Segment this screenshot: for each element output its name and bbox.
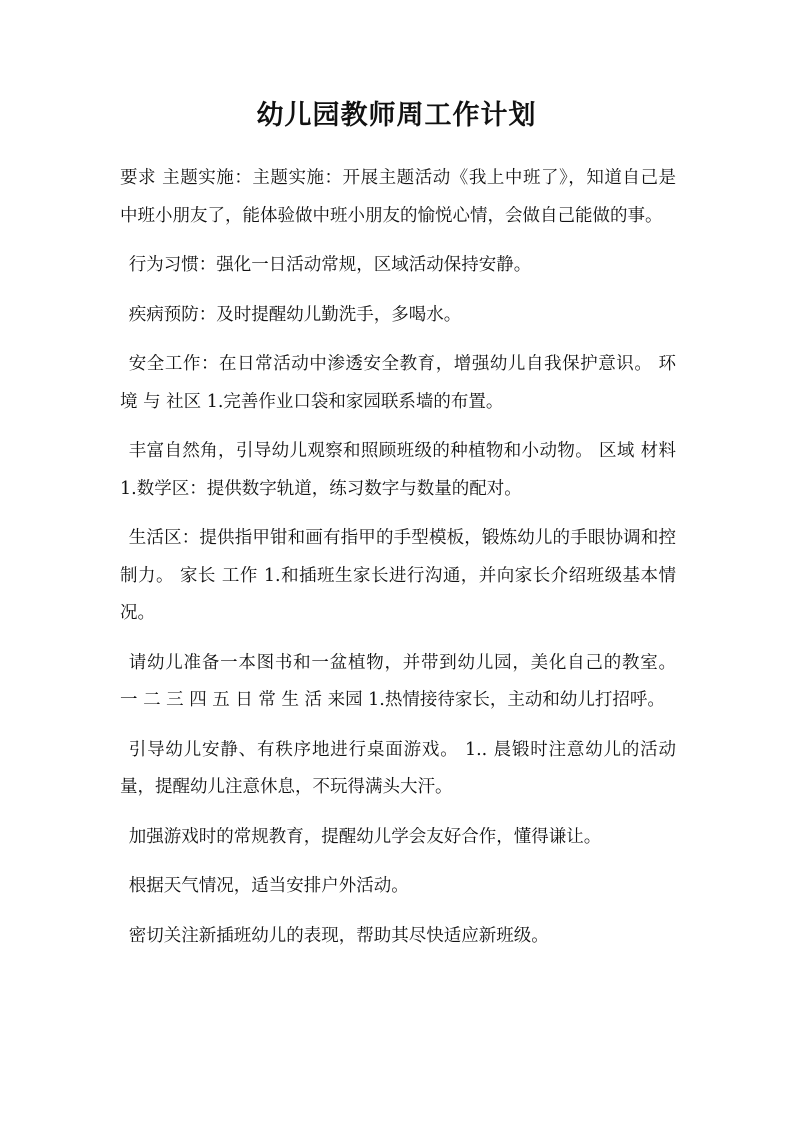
paragraph-new-students: 密切关注新插班幼儿的表现，帮助其尽快适应新班级。 xyxy=(128,925,549,946)
paragraph-game-rules: 加强游戏时的常规教育，提醒幼儿学会友好合作，懂得谦让。 xyxy=(128,826,602,847)
paragraph-behavior-habits: 行为习惯：强化一日活动常规，区域活动保持安静。 xyxy=(128,255,532,275)
document-body xyxy=(120,160,676,967)
paragraph-safety-work: 安全工作：在日常活动中渗透安全教育，增强幼儿自我保护意识。 环境 与 社区 1.完善作业口袋和家园联系墙的布置。 xyxy=(120,354,676,412)
paragraph-table-games: 引导幼儿安静、有秩序地进行桌面游戏。 1.. 晨锻时注意幼儿的活动量，提醒幼儿注意休息，不玩得满头大汗。 xyxy=(120,739,676,797)
document-title: 幼儿园教师周工作计划 xyxy=(256,100,537,131)
paragraph-life-area: 生活区：提供指甲钳和画有指甲的手型模板，锻炼幼儿的手眼协调和控制力。 家长 工作 1.和插班生家长进行沟通，并向家长介绍班级基本情况。 xyxy=(120,528,676,623)
paragraph-requirements: 要求 主题实施：主题实施：开展主题活动《我上中班了》，知道自己是中班小朋友了，能体验做中班小朋友的愉悦心情，会做自己能做的事。 xyxy=(120,168,676,226)
paragraph-disease-prevention: 疾病预防：及时提醒幼儿勤洗手，多喝水。 xyxy=(128,304,462,325)
paragraph-outdoor-activities: 根据天气情况，适当安排户外活动。 xyxy=(128,876,409,896)
paragraph-nature-corner: 丰富自然角，引导幼儿观察和照顾班级的种植物和小动物。 区域 材料 1.数学区：提供数字轨道，练习数字与数量的配对。 xyxy=(120,441,676,499)
paragraph-books-plants: 请幼儿准备一本图书和一盆植物，并带到幼儿园，美化自己的教室。 一 二 三 四 五 日 常 生 活 来园 1.热情接待家长，主动和幼儿打招呼。 xyxy=(120,652,676,710)
